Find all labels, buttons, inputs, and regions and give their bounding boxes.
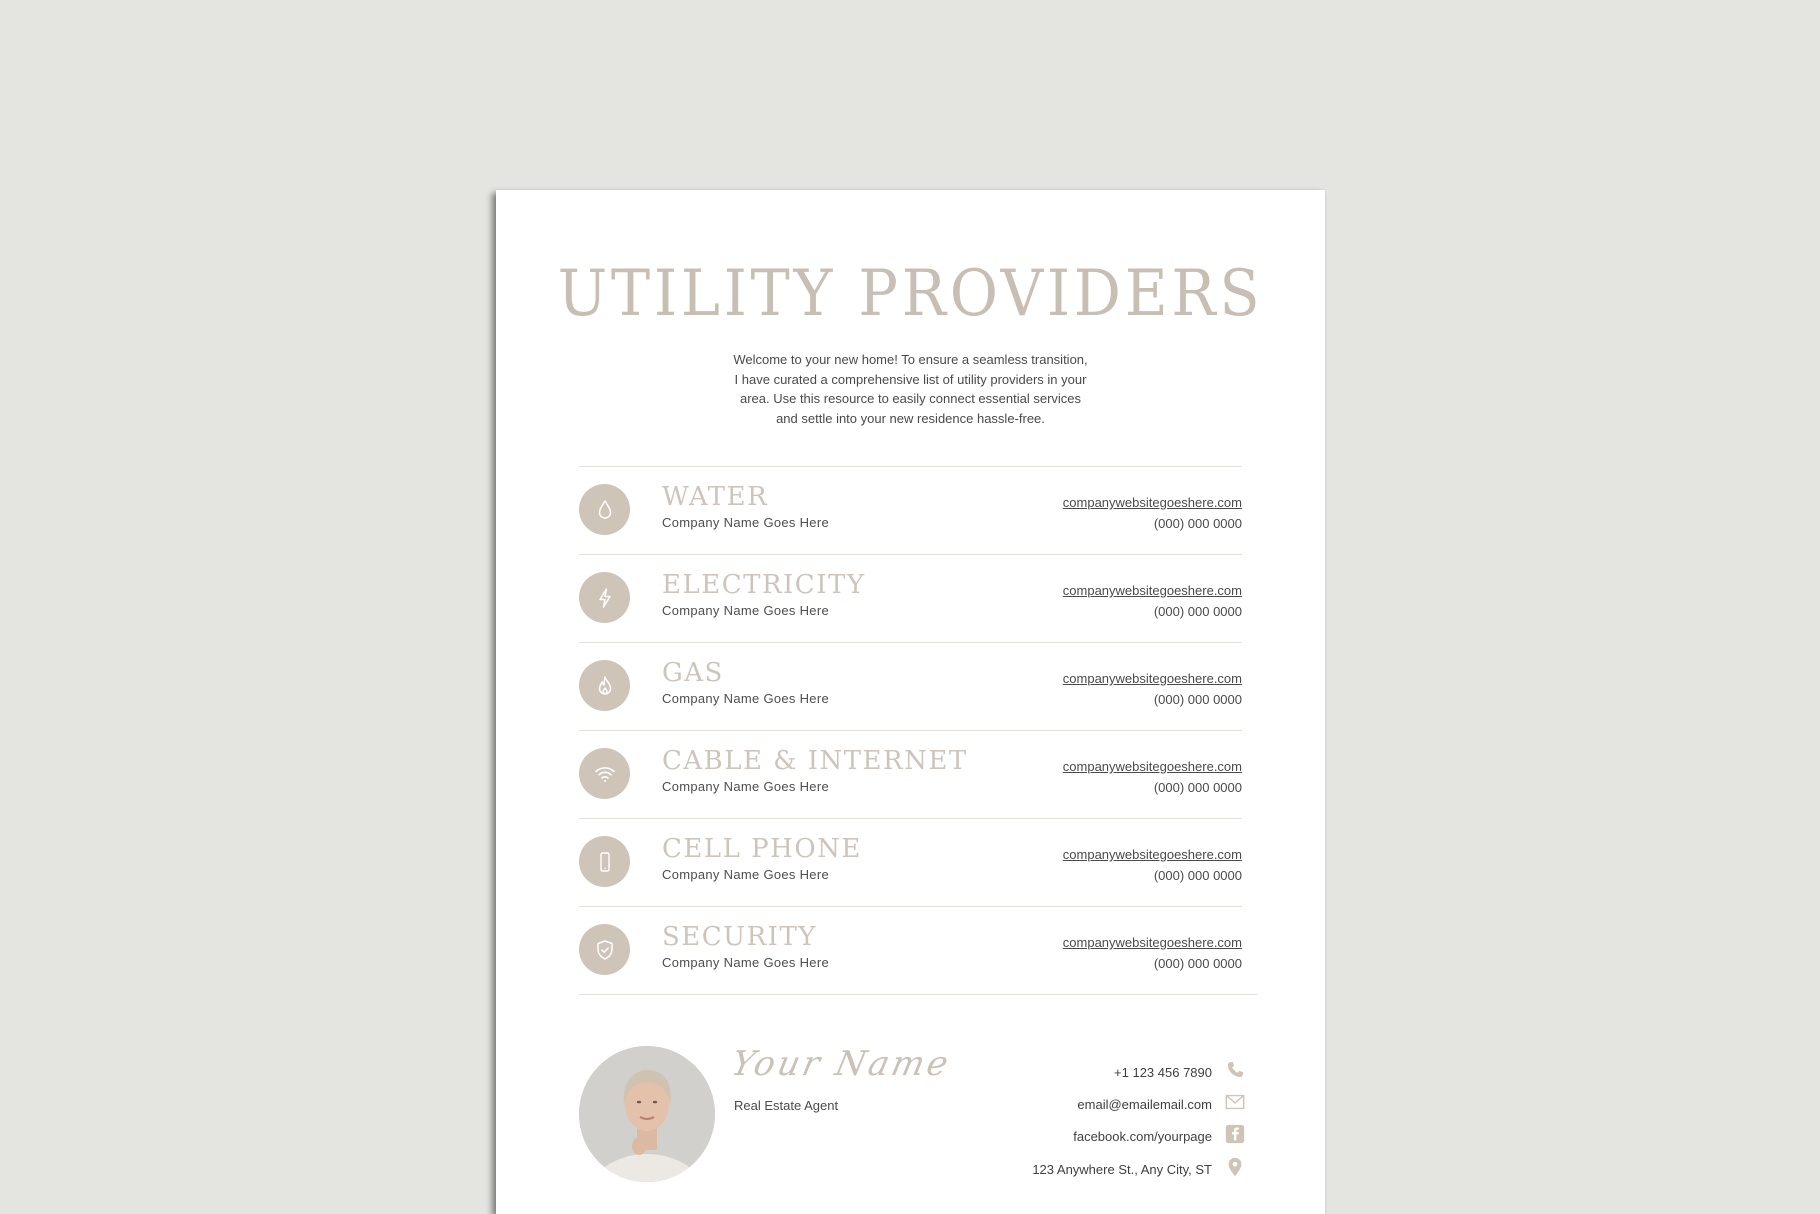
provider-category: SECURITY	[662, 922, 817, 952]
provider-company: Company Name Goes Here	[662, 515, 829, 530]
provider-website-link[interactable]: companywebsitegoeshere.com	[1062, 495, 1242, 510]
contact-facebook-text: facebook.com/yourpage	[1073, 1128, 1212, 1144]
intro-line: area. Use this resource to easily connect essential services	[739, 391, 1082, 406]
page-title: UTILITY PROVIDERS	[557, 257, 1264, 331]
provider-category: CABLE & INTERNET	[662, 746, 968, 776]
contact-email	[1077, 1092, 1246, 1116]
agent-photo	[579, 1046, 715, 1182]
divider	[579, 994, 1257, 995]
provider-phone: (000) 000 0000	[1153, 516, 1242, 531]
provider-website-link[interactable]: companywebsitegoeshere.com	[1062, 759, 1242, 774]
phone-icon	[1224, 1059, 1246, 1086]
provider-phone: (000) 000 0000	[1153, 868, 1242, 883]
provider-company: Company Name Goes Here	[662, 955, 829, 970]
provider-phone: (000) 000 0000	[1153, 692, 1242, 707]
provider-company: Company Name Goes Here	[662, 867, 829, 882]
provider-website-link[interactable]: companywebsitegoeshere.com	[1062, 935, 1242, 950]
contact-email-text: email@emailemail.com	[1077, 1096, 1212, 1112]
provider-phone: (000) 000 0000	[1153, 780, 1242, 795]
contact-phone-text: +1 123 456 7890	[1114, 1064, 1212, 1080]
provider-website-link[interactable]: companywebsitegoeshere.com	[1062, 583, 1242, 598]
agent-signature: Your Name	[727, 1044, 955, 1084]
provider-company: Company Name Goes Here	[662, 779, 829, 794]
document-page	[496, 190, 1325, 1214]
envelope-icon	[1224, 1091, 1246, 1118]
provider-category: CELL PHONE	[662, 834, 862, 864]
contact-address	[1032, 1157, 1246, 1181]
provider-website-link[interactable]: companywebsitegoeshere.com	[1062, 671, 1242, 686]
flame-icon	[579, 660, 630, 711]
contact-address-text: 123 Anywhere St., Any City, ST	[1032, 1161, 1212, 1177]
provider-category: GAS	[662, 658, 724, 688]
location-pin-icon	[1224, 1156, 1246, 1183]
contact-facebook	[1073, 1124, 1246, 1148]
intro-line: and settle into your new residence hassle-free.	[776, 410, 1045, 426]
provider-row-cable-internet	[579, 730, 1242, 818]
provider-row-gas	[579, 642, 1242, 730]
agent-role: Real Estate Agent	[734, 1098, 839, 1113]
shield-check-icon	[579, 924, 630, 975]
provider-phone: (000) 000 0000	[1153, 956, 1242, 971]
intro-line: I have curated a comprehensive list of utility providers in your	[734, 371, 1087, 387]
provider-row-electricity	[579, 554, 1242, 642]
provider-row-water	[579, 466, 1242, 554]
intro-line: Welcome to your new home! To ensure a seamless transition,	[733, 352, 1088, 367]
provider-company: Company Name Goes Here	[662, 691, 829, 706]
contact-phone	[1114, 1060, 1246, 1084]
facebook-icon	[1224, 1123, 1246, 1150]
provider-phone: (000) 000 0000	[1153, 604, 1242, 619]
water-drop-icon	[579, 484, 630, 535]
wifi-icon	[579, 748, 630, 799]
provider-website-link[interactable]: companywebsitegoeshere.com	[1062, 847, 1242, 862]
provider-company: Company Name Goes Here	[662, 603, 829, 618]
mobile-phone-icon	[579, 836, 630, 887]
provider-row-cell-phone	[579, 818, 1242, 906]
provider-row-security	[579, 906, 1242, 994]
lightning-bolt-icon	[579, 572, 630, 623]
provider-category: ELECTRICITY	[662, 570, 866, 600]
provider-category: WATER	[662, 482, 769, 512]
intro-paragraph	[706, 350, 1115, 428]
